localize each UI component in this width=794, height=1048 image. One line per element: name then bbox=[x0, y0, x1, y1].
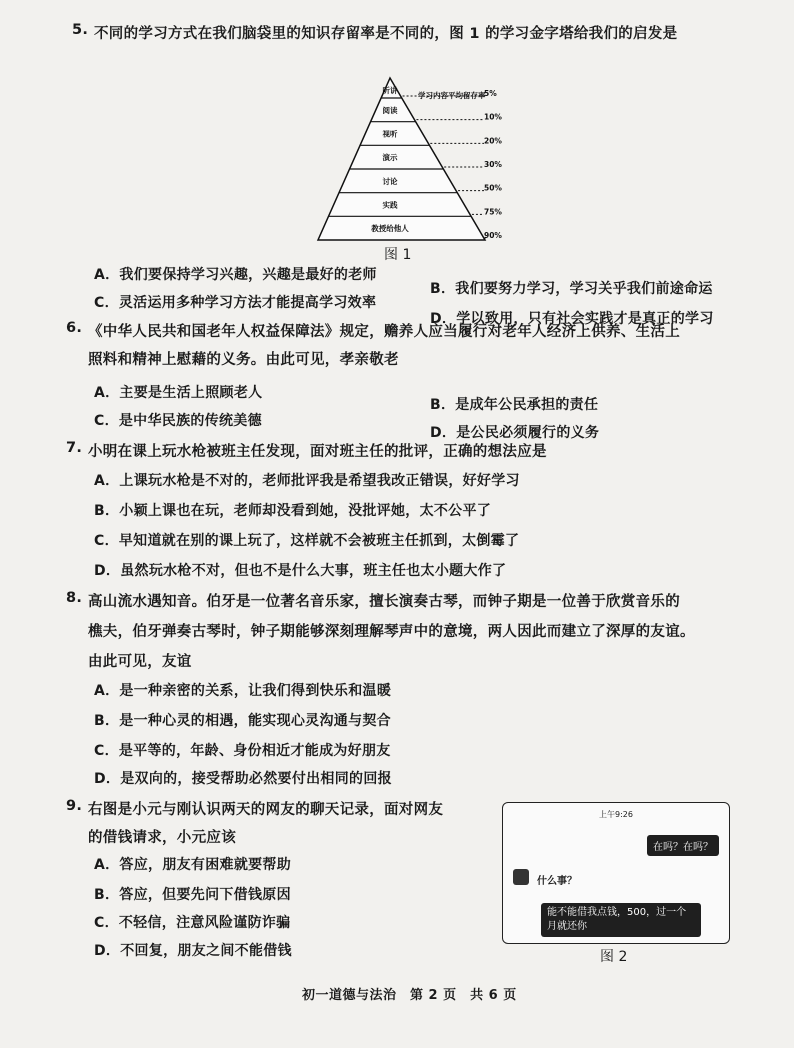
q8-option-d: D．是双向的，接受帮助必然要付出相同的回报 bbox=[94, 771, 392, 787]
avatar bbox=[513, 869, 529, 885]
pyramid-level-label: 讨论 bbox=[382, 176, 398, 186]
q6-stem-line1: 《中华人民共和国老年人权益保障法》规定，赡养人应当履行对老年人经济上供养、生活上 bbox=[88, 324, 680, 340]
page-footer: 初一道德与法治 第 2 页 共 6 页 bbox=[302, 988, 517, 1003]
pyramid-level-label: 教授给他人 bbox=[371, 224, 409, 234]
pyramid-retention-rate: 75% bbox=[484, 207, 502, 217]
q8-number: 8. bbox=[66, 590, 83, 606]
q6-option-a: A．主要是生活上照顾老人 bbox=[94, 385, 263, 401]
q7-option-b: B．小颖上课也在玩，老师却没看到她，没批评她，太不公平了 bbox=[94, 503, 492, 519]
chat-message-outgoing-2: 能不能借我点钱，500，过一个月就还你 bbox=[541, 903, 701, 937]
pyramid-retention-rate: 20% bbox=[484, 136, 502, 146]
q9-option-d: D．不回复，朋友之间不能借钱 bbox=[94, 943, 292, 959]
q9-stem-line1: 右图是小元与刚认识两天的网友的聊天记录，面对网友 bbox=[88, 802, 444, 818]
pyramid-level-label: 阅读 bbox=[382, 105, 398, 115]
q7-stem: 小明在课上玩水枪被班主任发现，面对班主任的批评，正确的想法应是 bbox=[88, 444, 547, 460]
q6-number: 6. bbox=[66, 320, 83, 336]
figure2-caption: 图 2 bbox=[600, 949, 628, 965]
pyramid-retention-rate: 90% bbox=[484, 231, 502, 240]
q9-option-b: B．答应，但要先问下借钱原因 bbox=[94, 887, 291, 903]
chat-screenshot bbox=[502, 802, 730, 944]
learning-pyramid-figure bbox=[300, 76, 520, 246]
q8-stem-line2: 樵夫，伯牙弹奏古琴时，钟子期能够深刻理解琴声中的意境，两人因此而建立了深厚的友谊。 bbox=[88, 624, 695, 640]
q9-number: 9. bbox=[66, 798, 83, 814]
q9-stem-line2: 的借钱请求，小元应该 bbox=[88, 830, 236, 846]
chat-message-incoming: 什么事？ bbox=[537, 876, 577, 887]
pyramid-level-label: 演示 bbox=[382, 153, 398, 163]
q7-option-a: A．上课玩水枪是不对的，老师批评我是希望我改正错误，好好学习 bbox=[94, 473, 520, 489]
q5-stem: 不同的学习方式在我们脑袋里的知识存留率是不同的，图 1 的学习金字塔给我们的启发是 bbox=[94, 26, 678, 42]
pyramid-retention-rate: 30% bbox=[484, 160, 502, 169]
pyramid-retention-rate: 10% bbox=[484, 112, 502, 122]
q5-option-d: D．学以致用，只有社会实践才是真正的学习 bbox=[430, 311, 714, 327]
q8-option-c: C．是平等的，年龄、身份相近才能成为好朋友 bbox=[94, 743, 391, 759]
pyramid-level-label: 实践 bbox=[382, 200, 398, 210]
q9-option-c: C．不轻信，注意风险谨防诈骗 bbox=[94, 915, 291, 931]
q6-option-b: B．是成年公民承担的责任 bbox=[430, 397, 599, 413]
pyramid-retention-rate: 50% bbox=[484, 183, 502, 193]
q6-option-c: C．是中华民族的传统美德 bbox=[94, 413, 262, 429]
q7-number: 7. bbox=[66, 440, 83, 456]
q9-option-a: A．答应，朋友有困难就要帮助 bbox=[94, 857, 292, 873]
q5-option-c: C．灵活运用多种学习方法才能提高学习效率 bbox=[94, 295, 377, 311]
q7-option-d: D．虽然玩水枪不对，但也不是什么大事，班主任也太小题大作了 bbox=[94, 563, 507, 579]
q5-option-a: A．我们要保持学习兴趣，兴趣是最好的老师 bbox=[94, 267, 377, 283]
q8-stem-line1: 高山流水遇知音。伯牙是一位著名音乐家，擅长演奏古琴，而钟子期是一位善于欣赏音乐的 bbox=[88, 594, 680, 610]
chat-time: 上午9:26 bbox=[599, 810, 633, 819]
q8-stem-line3: 由此可见，友谊 bbox=[88, 654, 192, 670]
q7-option-c: C．早知道就在别的课上玩了，这样就不会被班主任抓到，太倒霉了 bbox=[94, 533, 520, 549]
q5-option-b: B．我们要努力学习，学习关乎我们前途命运 bbox=[430, 281, 713, 297]
q6-option-d: D．是公民必须履行的义务 bbox=[430, 425, 600, 441]
q8-option-a: A．是一种亲密的关系，让我们得到快乐和温暖 bbox=[94, 683, 392, 699]
pyramid-retention-rate: 5% bbox=[484, 89, 497, 98]
chat-message-outgoing-1: 在吗？在吗？ bbox=[647, 835, 719, 856]
q5-number: 5. bbox=[72, 22, 89, 38]
pyramid-level-label: 视听 bbox=[382, 129, 398, 139]
q6-stem-line2: 照料和精神上慰藉的义务。由此可见，孝亲敬老 bbox=[88, 352, 399, 368]
pyramid-header: 学习内容平均留存率 bbox=[418, 91, 486, 100]
pyramid-level-label: 听讲 bbox=[382, 86, 398, 95]
figure1-caption: 图 1 bbox=[384, 247, 412, 263]
q8-option-b: B．是一种心灵的相遇，能实现心灵沟通与契合 bbox=[94, 713, 391, 729]
